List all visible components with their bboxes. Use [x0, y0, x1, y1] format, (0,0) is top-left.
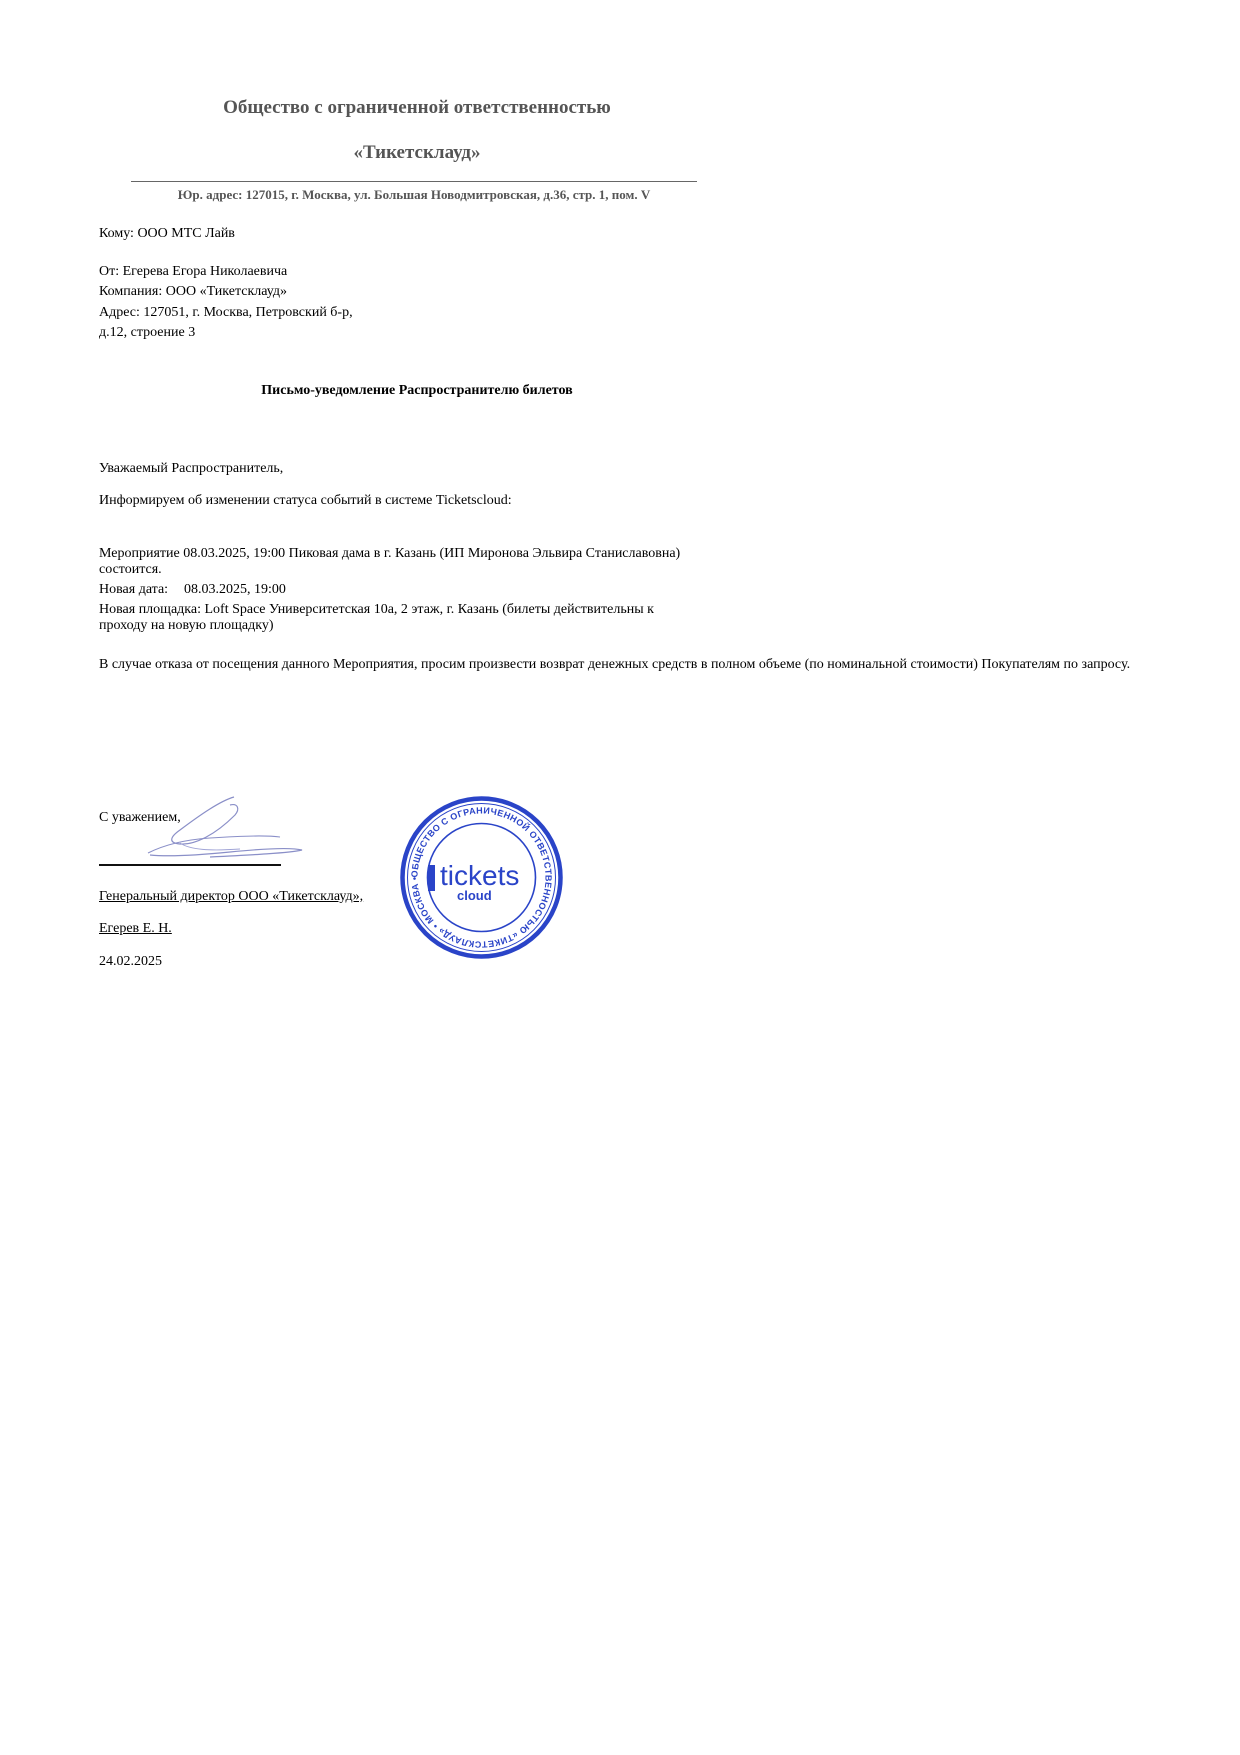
closing-position-text: Генеральный директор ООО «Тикетсклауд», — [99, 889, 364, 904]
event-line2: состоится. — [99, 562, 162, 577]
event-line1: Мероприятие 08.03.2025, 19:00 Пиковая дама в г. Казань (ИП Миронова Эльвира Станиславовна) — [99, 546, 681, 561]
new-venue-line1: Новая площадка: Loft Space Университетская 10а, 2 этаж, г. Казань (билеты действительны к — [99, 602, 654, 617]
handwritten-signature — [140, 795, 315, 865]
stamp-logo-word2: cloud — [457, 888, 492, 903]
new-date-row — [99, 581, 286, 598]
header-org-name: «Тикетсклауд» — [353, 142, 481, 163]
letter-intro: Информируем об изменении статуса событий в системе Ticketscloud: — [99, 493, 512, 508]
stamp-logo-word1: tickets — [440, 860, 520, 891]
refund-notice: В случае отказа от посещения данного Мероприятия, просим произвести возврат денежных средств в полном объеме (по номинальной стоимости) Покупателям по запросу. — [99, 657, 1131, 672]
recipient-to: Кому: ООО МТС Лайв — [99, 226, 235, 241]
closing-name-text: Егерев Е. Н. — [99, 921, 172, 936]
sender-from: От: Егерева Егора Николаевича — [99, 264, 288, 279]
header-legal-address: Юр. адрес: 127015, г. Москва, ул. Большая Новодмитровская, д.36, стр. 1, пом. V — [177, 187, 651, 202]
letter-title: Письмо-уведомление Распространителю билетов — [261, 383, 573, 398]
stamp-logo-mark — [428, 865, 435, 891]
closing-position — [99, 888, 363, 905]
letter-greeting: Уважаемый Распространитель, — [99, 461, 284, 476]
new-venue-line2: проходу на новую площадку) — [99, 618, 274, 633]
stamp-ring-text: ОБЩЕСТВО С ОГРАНИЧЕННОЙ ОТВЕТСТВЕННОСТЬЮ «ТИКЕТСКЛАУД» • МОСКВА • — [409, 805, 554, 950]
new-date-value: 08.03.2025, 19:00 — [184, 582, 286, 597]
new-date-label: Новая дата: — [99, 582, 169, 597]
closing-regards: С уважением, — [99, 810, 181, 825]
sender-address-line1: Адрес: 127051, г. Москва, Петровский б-р, — [99, 305, 353, 320]
company-stamp — [399, 795, 564, 960]
closing-date: 24.02.2025 — [99, 954, 162, 969]
signature-line — [99, 864, 281, 866]
header-divider — [131, 181, 697, 182]
sender-company: Компания: ООО «Тикетсклауд» — [99, 284, 287, 299]
closing-name — [99, 920, 172, 937]
sender-address-line2: д.12, строение 3 — [99, 325, 196, 340]
header-org-line: Общество с ограниченной ответственностью — [223, 97, 611, 118]
